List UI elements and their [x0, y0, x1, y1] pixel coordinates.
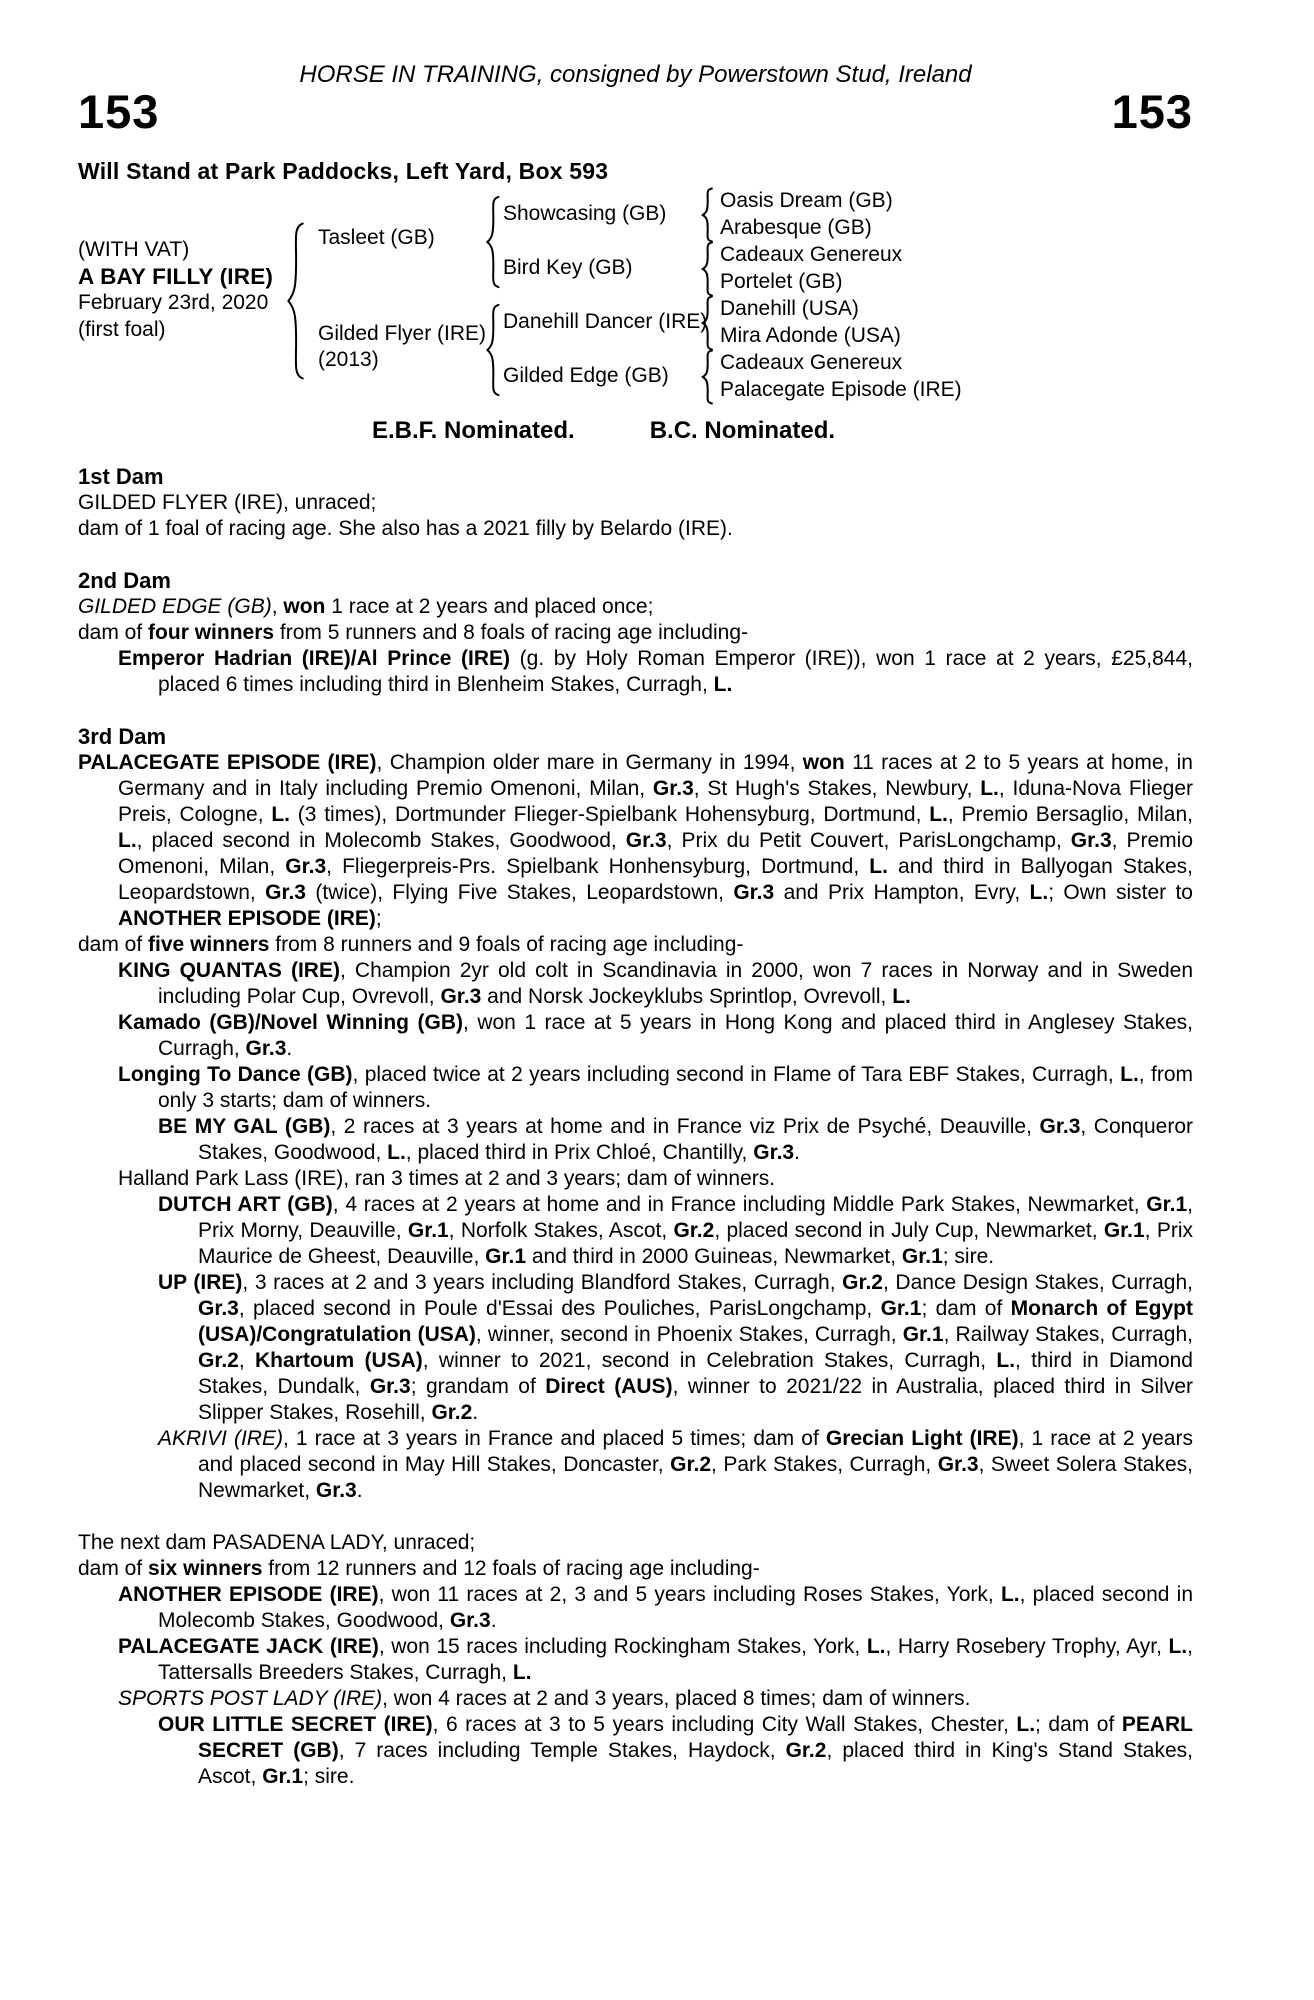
text-run: , placed twice at 2 years including second in Flame of Tara EBF Stakes, Curragh, [352, 1063, 1121, 1086]
text-run: (g. by Holy Roman Emperor (IRE)), won 1 race at 2 years, £25,844, placed 6 times including third in Blenheim Stakes, Curragh, [158, 647, 1194, 696]
section-heading: 2nd Dam [78, 568, 171, 593]
text-run: . [356, 1479, 363, 1502]
text-run: from 5 runners and 8 foals of racing age including- [274, 621, 748, 644]
text-run: Gr.2 [842, 1271, 883, 1294]
text-run: Gr.3 [245, 1037, 287, 1060]
catalogue-paragraph [118, 1634, 1193, 1686]
text-run: Gr.1 [1146, 1193, 1188, 1216]
text-run: , winner to 2021, second in Celebration Stakes, Curragh, [422, 1349, 997, 1372]
text-run: Gr.1 [902, 1323, 944, 1346]
pedigree-gen3-4: Portelet (GB) [720, 270, 843, 293]
text-run: , placed second in Molecomb Stakes, Goodwood, [158, 1583, 1194, 1632]
subject-horse-block [78, 237, 273, 343]
text-run: , placed third in King's Stand Stakes, Ascot, [198, 1739, 1194, 1788]
text-run: , won 4 races at 2 and 3 years, placed 8 times; dam of winners. [382, 1687, 971, 1710]
text-run: , Conqueror Stakes, Goodwood, [198, 1115, 1194, 1164]
text-run: L. [1016, 1713, 1036, 1736]
text-run: from 12 runners and 12 foals of racing age including- [262, 1557, 760, 1580]
text-run: Direct (AUS) [545, 1375, 673, 1398]
catalogue-paragraph [78, 932, 1193, 958]
pedigree-gen3-3: Cadeaux Genereux [720, 243, 903, 266]
pedigree-brace-gp4 [700, 350, 714, 404]
text-run: dam of [78, 933, 149, 956]
text-run: , Premio Bersaglio, Milan, [947, 803, 1193, 826]
foal-note: (first foal) [78, 317, 166, 341]
text-run: L. [980, 777, 999, 800]
text-run: L. [892, 985, 911, 1008]
catalogue-paragraph [78, 1530, 1193, 1556]
text-run: SPORTS POST LADY (IRE) [118, 1687, 383, 1710]
text-run: L. [118, 829, 137, 852]
text-run: Gr.3 [315, 1479, 357, 1502]
section-heading: 3rd Dam [78, 724, 167, 749]
text-run: PEARL SECRET (GB) [198, 1713, 1194, 1762]
pedigree-gen2-dam-dam: Gilded Edge (GB) [503, 364, 669, 387]
catalogue-paragraph [158, 1426, 1193, 1504]
text-run: Gr.1 [262, 1765, 304, 1788]
text-run: ANOTHER EPISODE (IRE) [118, 1583, 379, 1606]
pedigree-gen2-sire-sire: Showcasing (GB) [503, 202, 667, 225]
text-run: , Railway Stakes, Curragh, [943, 1323, 1193, 1346]
catalogue-paragraph [158, 1114, 1193, 1166]
text-run: Gr.3 [198, 1297, 239, 1320]
text-run: 11 races at 2 to 5 years at home, in Germany and in Italy including Premio Omenoni, Milan, [118, 751, 1193, 800]
text-run: PALACEGATE EPISODE (IRE) [78, 751, 377, 774]
text-run: L. [512, 1661, 532, 1684]
text-run: , Prix Morny, Deauville, [198, 1193, 1193, 1242]
text-run: , 1 race at 3 years in France and placed 5 times; dam of [282, 1427, 826, 1450]
text-run: OUR LITTLE SECRET (IRE) [158, 1713, 433, 1736]
pedigree-text-sections [78, 464, 1193, 1790]
text-run: Gr.2 [431, 1401, 473, 1424]
catalogue-paragraph [118, 1010, 1193, 1062]
text-run: Gr.3 [440, 985, 482, 1008]
text-run: . [490, 1609, 497, 1632]
text-run: AKRIVI (IRE) [158, 1427, 283, 1450]
nominations-line [78, 416, 1193, 446]
lot-number-right: 153 [1111, 85, 1193, 138]
pedigree-brace-sire [484, 196, 501, 288]
foaling-date: February 23rd, 2020 [78, 291, 269, 314]
text-run: L. [387, 1141, 406, 1164]
text-run: L. [271, 803, 290, 826]
catalogue-paragraph [78, 594, 1193, 620]
lot-number-left: 153 [78, 85, 160, 138]
text-run: L. [713, 673, 733, 696]
text-run: Gr.3 [285, 855, 327, 878]
text-run: , Champion 2yr old colt in Scandinavia in 2000, won 7 races in Norway and in Sweden including Polar Cup, Ovrevoll, [158, 959, 1193, 1008]
text-run: PALACEGATE JACK (IRE) [118, 1635, 379, 1658]
catalogue-paragraph [118, 1582, 1193, 1634]
pedigree-gen2-dam-sire: Danehill Dancer (IRE) [503, 310, 708, 333]
text-run: , Fliegerpreis-Prs. Spielbank Honhensyburg, Dortmund, [326, 855, 870, 878]
text-run: Gr.1 [880, 1297, 922, 1320]
pedigree-gen3-6: Mira Adonde (USA) [720, 324, 901, 347]
text-run: , Champion older mare in Germany in 1994, [376, 751, 803, 774]
catalogue-paragraph [78, 750, 1193, 932]
text-run: Gr.3 [652, 777, 694, 800]
text-run: and Norsk Jockeyklubs Sprintlop, Ovrevoll, [481, 985, 893, 1008]
text-run: ; grandam of [410, 1375, 546, 1398]
text-run: UP (IRE) [158, 1271, 243, 1294]
text-run: Gr.3 [733, 881, 775, 904]
text-run: L. [929, 803, 948, 826]
text-run: ; sire. [942, 1245, 995, 1268]
text-run: won [283, 595, 326, 618]
text-run: Longing To Dance (GB) [118, 1063, 353, 1086]
text-run: , Premio Omenoni, Milan, [118, 829, 1194, 878]
catalogue-paragraph [78, 620, 1193, 646]
text-run: ANOTHER EPISODE (IRE) [118, 907, 376, 930]
text-run: BE MY GAL (GB) [158, 1115, 331, 1138]
text-run: Gr.2 [673, 1219, 715, 1242]
text-run: Khartoum (USA) [255, 1349, 423, 1372]
horse-description: A BAY FILLY (IRE) [78, 263, 274, 289]
text-run: ; dam of [1035, 1713, 1122, 1736]
catalogue-paragraph [158, 1270, 1193, 1426]
text-run: DUTCH ART (GB) [158, 1193, 333, 1216]
text-run: dam of [78, 1557, 149, 1580]
pedigree-chart [78, 188, 1193, 408]
text-run: Gr.1 [485, 1245, 527, 1268]
text-run: from 8 runners and 9 foals of racing age including- [269, 933, 744, 956]
pedigree-gen3-5: Danehill (USA) [720, 297, 859, 320]
text-run: , placed second in Poule d'Essai des Pouliches, ParisLongchamp, [238, 1297, 881, 1320]
next-dam-section [78, 1530, 1193, 1790]
text-run: Gr.3 [265, 881, 306, 904]
text-run: , Norfolk Stakes, Ascot, [448, 1219, 674, 1242]
text-run: , Harry Rosebery Trophy, Ayr, [885, 1635, 1169, 1658]
text-run: Gr.3 [753, 1141, 795, 1164]
text-run: Gr.2 [198, 1349, 239, 1372]
text-run: (twice), Flying Five Stakes, Leopardstown, [306, 881, 734, 904]
catalogue-paragraph [118, 646, 1193, 698]
text-run: GILDED EDGE (GB) [78, 595, 272, 618]
text-run: , Sweet Solera Stakes, Newmarket, [198, 1453, 1193, 1502]
text-run: , won 15 races including Rockingham Stakes, York, [378, 1635, 867, 1658]
text-run: and third in Ballyogan Stakes, Leopardstown, [118, 855, 1193, 904]
text-run: , Prix Maurice de Gheest, Deauville, [198, 1219, 1193, 1268]
pedigree-brace-gp2 [700, 242, 714, 296]
text-run: , 2 races at 3 years at home and in France viz Prix de Psyché, Deauville, [330, 1115, 1040, 1138]
text-run: won [802, 751, 845, 774]
catalogue-paragraph [158, 1712, 1193, 1790]
text-run: Monarch of Egypt (USA)/Congratulation (USA) [198, 1297, 1193, 1346]
text-run: , Dance Design Stakes, Curragh, [883, 1271, 1194, 1294]
text-run: , won 1 race at 5 years in Hong Kong and placed third in Anglesey Stakes, Curragh, [158, 1011, 1193, 1060]
text-run: Gr.3 [937, 1453, 979, 1476]
text-run: , 3 races at 2 and 3 years including Blandford Stakes, Curragh, [242, 1271, 843, 1294]
text-run: , from only 3 starts; dam of winners. [158, 1063, 1194, 1112]
text-run: , Prix du Petit Couvert, ParisLongchamp, [666, 829, 1071, 852]
text-run: Kamado (GB)/Novel Winning (GB) [118, 1011, 463, 1034]
pedigree-gen3-1: Oasis Dream (GB) [720, 189, 893, 212]
text-run: four winners [148, 621, 275, 644]
text-run: ; sire. [303, 1765, 355, 1788]
catalogue-paragraph [118, 1062, 1193, 1114]
text-run: six winners [148, 1557, 263, 1580]
text-run: Gr.2 [785, 1739, 827, 1762]
text-run: Gr.1 [901, 1245, 943, 1268]
catalogue-paragraph [118, 958, 1193, 1010]
text-run: ; dam of [921, 1297, 1011, 1320]
ebf-nominated-label: E.B.F. Nominated. [372, 417, 575, 444]
text-run: , 7 races including Temple Stakes, Haydock, [338, 1739, 786, 1762]
text-run: L. [1000, 1583, 1020, 1606]
text-run: Gr.1 [407, 1219, 449, 1242]
text-run: . [286, 1037, 293, 1060]
text-run: L. [1120, 1063, 1139, 1086]
catalogue-paragraph [118, 1166, 1193, 1192]
pedigree-brace-dam [484, 304, 501, 396]
bc-nominated-label: B.C. Nominated. [649, 417, 836, 444]
pedigree-gen3-2: Arabesque (GB) [720, 216, 872, 239]
text-run: Grecian Light (IRE) [825, 1427, 1019, 1450]
text-run: , winner, second in Phoenix Stakes, Curragh, [475, 1323, 903, 1346]
text-run: Halland Park Lass (IRE), ran 3 times at 2 and 3 years; dam of winners. [118, 1167, 776, 1190]
text-run: , Park Stakes, Curragh, [711, 1453, 938, 1476]
text-run: , 6 races at 3 to 5 years including City Wall Stakes, Chester, [432, 1713, 1017, 1736]
text-run: KING QUANTAS (IRE) [118, 959, 340, 982]
text-run: . [794, 1141, 800, 1164]
text-run: , 1 race at 2 years and placed second in May Hill Stakes, Doncaster, [198, 1427, 1193, 1476]
text-run: Gr.2 [670, 1453, 712, 1476]
text-run: Gr.3 [369, 1375, 411, 1398]
text-run: , St Hugh's Stakes, Newbury, [693, 777, 981, 800]
text-run: dam of [78, 621, 149, 644]
text-run: GILDED FLYER (IRE), unraced; [78, 491, 377, 514]
pedigree-brace-main [284, 222, 306, 380]
text-run: , winner to 2021/22 in Australia, placed third in Silver Slipper Stakes, Rosehill, [198, 1375, 1193, 1424]
text-run: ; Own sister to [1048, 881, 1193, 904]
text-run: , 4 races at 2 years at home and in France including Middle Park Stakes, Newmarket, [332, 1193, 1147, 1216]
text-run: five winners [148, 933, 270, 956]
text-run: L. [869, 855, 888, 878]
pedigree-brace-gp1 [700, 188, 714, 242]
text-run: , placed third in Prix Chloé, Chantilly, [405, 1141, 754, 1164]
text-run: L. [1029, 881, 1049, 904]
text-run: Gr.3 [1070, 829, 1112, 852]
text-run: ; [375, 907, 382, 930]
lot-number-row [78, 85, 1193, 138]
pedigree-gen3-7: Cadeaux Genereux [720, 351, 903, 374]
text-run: (3 times), Dortmunder Flieger-Spielbank Hohensyburg, Dortmund, [289, 803, 930, 826]
catalogue-paragraph [78, 516, 1193, 542]
vat-note: (WITH VAT) [78, 238, 190, 261]
text-run: L. [1168, 1635, 1188, 1658]
second-dam-section [78, 568, 1193, 698]
text-run: L. [866, 1635, 886, 1658]
section-heading: 1st Dam [78, 464, 164, 489]
text-run: , [271, 595, 284, 618]
catalogue-paragraph [158, 1192, 1193, 1270]
text-run: 1 race at 2 years and placed once; [325, 595, 654, 618]
pedigree-sire: Tasleet (GB) [318, 226, 435, 249]
text-run: and third in 2000 Guineas, Newmarket, [526, 1245, 902, 1268]
text-run: Gr.3 [449, 1609, 491, 1632]
third-dam-section [78, 724, 1193, 1504]
text-run: L. [996, 1349, 1016, 1372]
text-run: . [472, 1401, 479, 1424]
text-run: , won 11 races at 2, 3 and 5 years including Roses Stakes, York, [378, 1583, 1001, 1606]
text-run: dam of 1 foal of racing age. She also has a 2021 filly by Belardo (IRE). [78, 517, 733, 540]
text-run: , Tattersalls Breeders Stakes, Curragh, [158, 1635, 1193, 1684]
text-run: , [238, 1349, 256, 1372]
text-run: , placed second in Molecomb Stakes, Goodwood, [136, 829, 626, 852]
stand-location-line: Will Stand at Park Paddocks, Left Yard, Box 593 [78, 158, 609, 184]
text-run: Gr.3 [1039, 1115, 1081, 1138]
consignor-line: HORSE IN TRAINING, consigned by Powerstown Stud, Ireland [299, 61, 972, 88]
pedigree-dam: Gilded Flyer (IRE) [318, 322, 487, 345]
text-run: , third in Diamond Stakes, Dundalk, [198, 1349, 1193, 1398]
catalogue-paragraph [78, 490, 1193, 516]
catalogue-paragraph [78, 1556, 1193, 1582]
text-run: Emperor Hadrian (IRE)/Al Prince (IRE) [118, 647, 511, 670]
text-run: , Iduna-Nova Flieger Preis, Cologne, [118, 777, 1194, 826]
pedigree-dam-year: (2013) [318, 348, 379, 371]
text-run: Gr.3 [625, 829, 667, 852]
text-run: The next dam PASADENA LADY, unraced; [78, 1531, 476, 1554]
first-dam-section [78, 464, 1193, 542]
text-run: Gr.1 [1103, 1219, 1145, 1242]
text-run: , placed second in July Cup, Newmarket, [714, 1219, 1104, 1242]
catalogue-paragraph [118, 1686, 1193, 1712]
text-run: and Prix Hampton, Evry, [774, 881, 1030, 904]
pedigree-gen2-sire-dam: Bird Key (GB) [503, 256, 633, 279]
pedigree-gen3-8: Palacegate Episode (IRE) [720, 378, 962, 401]
